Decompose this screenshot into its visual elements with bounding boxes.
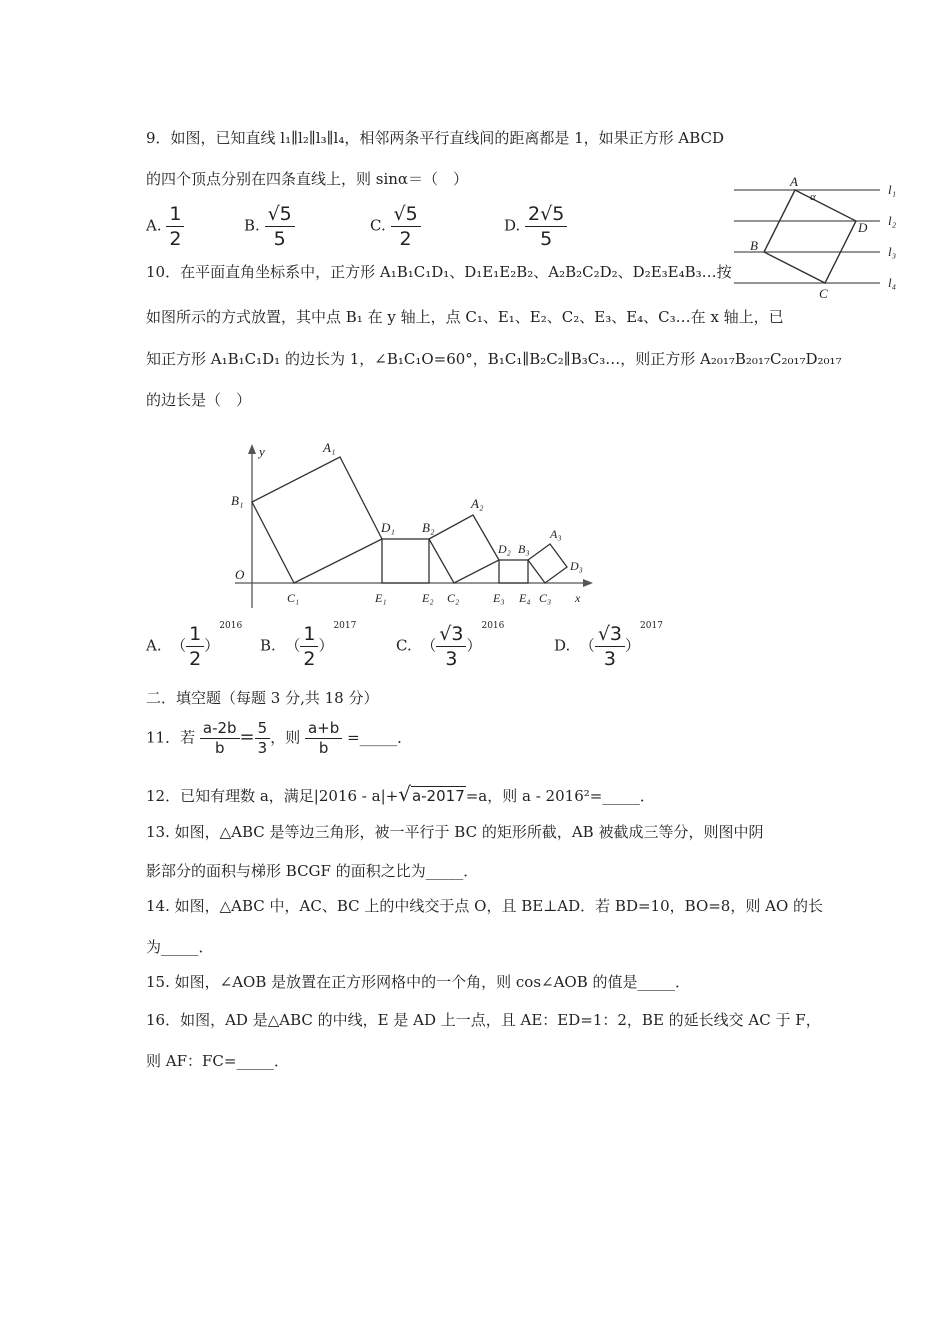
q9-option-b: B. $\frac{√5}{5}$	[244, 203, 295, 250]
q11: 11．若 $\frac{a-2b}{b}$ = $\frac{5}{3}$ ，则 $\frac{a+b}{b}$ =_____．	[146, 719, 413, 757]
fig10-label-o: O	[235, 567, 245, 582]
q13-line1: 13. 如图，△ABC 是等边三角形，被一平行于 BC 的矩形所截，AB 被截成三等分，则图中阴	[146, 823, 764, 841]
q10-figure	[225, 442, 605, 610]
fig9-label-c: C	[819, 286, 828, 301]
fig10-label-y: y	[259, 444, 265, 459]
fig10-label-e4: E₄	[519, 591, 531, 605]
fig10-label-b2: B₂	[422, 520, 435, 535]
q10-option-d: D. （ $\frac{√3}{3}$ ）$^{2017}$	[554, 621, 663, 670]
q10-line3: 知正方形 A₁B₁C₁D₁ 的边长为 1，∠B₁C₁O=60°，B₁C₁∥B₂C₂∥B₃C₃…，则正方形 A₂₀₁₇B₂₀₁₇C₂₀₁₇D₂₀₁₇	[146, 350, 842, 368]
section-2-heading: 二．填空题（每题 3 分,共 18 分）	[146, 689, 379, 707]
q10-option-a: A. （ $\frac{1}{2}$ ）$^{2016}$	[146, 621, 243, 670]
q10-option-b: B. （ $\frac{1}{2}$ ）$^{2017}$	[260, 621, 357, 670]
fig9-label-a: A	[790, 174, 798, 189]
fig9-label-d: D	[858, 220, 868, 235]
fig10-label-c3: C₃	[539, 591, 552, 605]
fig10-label-d1: D₁	[381, 520, 395, 535]
q14-line1: 14. 如图，△ABC 中，AC、BC 上的中线交于点 O，且 BE⊥AD．若 BD=10，BO=8，则 AO 的长	[146, 897, 824, 915]
fig10-label-d2: D₂	[498, 542, 511, 556]
fig10-label-e3: E₃	[493, 591, 505, 605]
fig10-label-b3: B₃	[518, 542, 530, 556]
q15: 15. 如图，∠AOB 是放置在正方形网格中的一个角，则 cos∠AOB 的值是_____．	[146, 973, 691, 991]
q9-option-d: D. $\frac{2√5}{5}$	[504, 203, 567, 250]
q13-line2: 影部分的面积与梯形 BCGF 的面积之比为_____．	[146, 862, 479, 880]
q9-option-c: C. $\frac{√5}{2}$	[370, 203, 421, 250]
fig10-label-a3: A₃	[550, 527, 562, 541]
fig10-label-a2: A₂	[471, 496, 484, 511]
fig10-label-x: x	[575, 591, 581, 605]
fig9-label-l4: l₄	[888, 275, 897, 290]
q9-figure	[730, 172, 910, 302]
fig9-label-l1: l₁	[888, 182, 897, 197]
q10-line4: 的边长是（ ）	[146, 391, 252, 409]
fig9-label-b: B	[750, 238, 758, 253]
fig10-label-a1: A₁	[323, 442, 336, 455]
q16-line2: 则 AF：FC=_____．	[146, 1052, 289, 1070]
q9-option-a: A. $\frac{1}{2}$	[146, 203, 184, 250]
q10-line1: 10．在平面直角坐标系中，正方形 A₁B₁C₁D₁、D₁E₁E₂B₂、A₂B₂C₂D₂、D₂E₃E₄B₃…按	[146, 263, 732, 281]
fig10-label-d3: D₃	[570, 559, 583, 573]
fig10-label-c2: C₂	[447, 591, 460, 605]
q12: 12．已知有理数 a，满足|2016 - a|+√a-2017=a，则 a - 2016²=_____．	[146, 782, 655, 806]
fig10-label-b1: B₁	[231, 493, 244, 508]
q10-line2: 如图所示的方式放置，其中点 B₁ 在 y 轴上，点 C₁、E₁、E₂、C₂、E₃、E₄、C₃…在 x 轴上，已	[146, 308, 784, 326]
q9-line1: 9．如图，已知直线 l₁∥l₂∥l₃∥l₄，相邻两条平行直线间的距离都是 1，如果正方形 ABCD	[146, 129, 725, 147]
fig10-label-c1: C₁	[287, 591, 300, 605]
fig10-label-e2: E₂	[422, 591, 434, 605]
fig9-label-l3: l₃	[888, 244, 897, 259]
q14-line2: 为_____．	[146, 938, 214, 956]
fig10-label-e1: E₁	[375, 591, 387, 605]
fig9-label-l2: l₂	[888, 213, 897, 228]
fig9-label-alpha: α	[810, 191, 816, 203]
q10-option-c: C. （ $\frac{√3}{3}$ ）$^{2016}$	[396, 621, 505, 670]
q16-line1: 16．如图，AD 是△ABC 的中线，E 是 AD 上一点，且 AE：ED=1：2，BE 的延长线交 AC 于 F，	[146, 1011, 821, 1029]
q9-line2: 的四个顶点分别在四条直线上，则 sinα＝（ ）	[146, 170, 469, 188]
